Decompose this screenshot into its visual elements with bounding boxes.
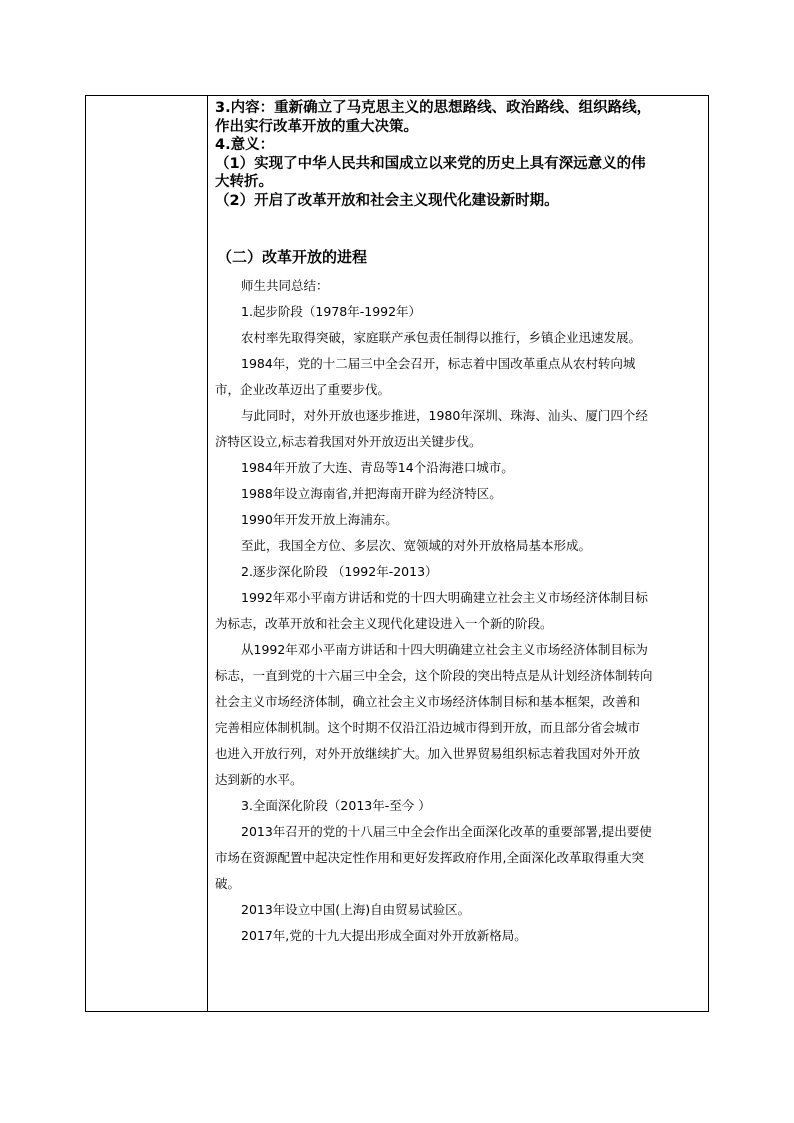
spacer — [215, 210, 702, 247]
text-line: 为标志，改革开放和社会主义现代化建设进入一个新的阶段。 — [215, 616, 553, 631]
text-line: 1.起步阶段（1978年-1992年） — [241, 304, 422, 319]
text-line: 标志，一直到党的十六届三中全会，这个阶段的突出特点是从计划经济体制转向 — [215, 668, 653, 683]
text-line: 农村率先取得突破，家庭联产承包责任制得以推行，乡镇企业迅速发展。 — [241, 330, 642, 345]
text-line: 1992年邓小平南方讲话和党的十四大明确建立社会主义市场经济体制目标 — [241, 590, 648, 605]
text-line: 1984年开放了大连、青岛等14个沿海港口城市。 — [241, 460, 514, 475]
content-line-2: 作出实行改革开放的重大决策。 — [215, 118, 418, 135]
text-line: 2013年召开的党的十八届三中全会作出全面深化改革的重要部署,提出要使 — [241, 824, 652, 839]
text-line: 1984年，党的十二届三中全会召开，标志着中国改革重点从农村转向城 — [241, 356, 636, 371]
text-line: 从1992年邓小平南方讲话和十四大明确建立社会主义市场经济体制目标为 — [241, 642, 648, 657]
content-line-1: 3.内容：重新确立了马克思主义的思想路线、政治路线、组织路线， — [215, 100, 652, 116]
text-line: 1990年开发开放上海浦东。 — [241, 512, 398, 527]
text-line: 2017年,党的十九大提出形成全面对外开放新格局。 — [241, 928, 527, 943]
text-line: 破。 — [215, 876, 241, 891]
text-line: 师生共同总结： — [241, 278, 329, 293]
text-line: 3.全面深化阶段（2013年-至今 ） — [241, 798, 431, 813]
text-line: 与此同时，对外开放也逐步推进，1980年深圳、珠海、汕头、厦门四个经 — [241, 408, 648, 423]
table-right-column — [208, 96, 708, 1011]
text-line: 至此，我国全方位、多层次、宽领域的对外开放格局基本形成。 — [241, 538, 592, 553]
text-line: 1988年设立海南省,并把海南开辟为经济特区。 — [241, 486, 502, 501]
content-line-4: （1）实现了中华人民共和国成立以来党的历史上具有深远意义的伟 — [215, 155, 646, 172]
text-line: 2013年设立中国(上海)自由贸易试验区。 — [241, 902, 471, 917]
content-line-6: （2）开启了改革开放和社会主义现代化建设新时期。 — [215, 192, 559, 209]
content-line-5: 大转折。 — [215, 174, 273, 190]
text-line: 2.逐步深化阶段 （1992年-2013） — [241, 564, 438, 579]
text-line: 也进入开放行列，对外开放继续扩大。加入世界贸易组织标志着我国对外开放 — [215, 746, 641, 761]
content-table — [85, 95, 709, 1012]
text-line: 市，企业改革迈出了重要步伐。 — [215, 382, 391, 397]
text-line: 市场在资源配置中起决定性作用和更好发挥政府作用,全面深化改革取得重大突 — [215, 850, 644, 865]
text-line: 达到新的水平。 — [215, 772, 303, 787]
section-heading: （二）改革开放的进程 — [217, 248, 368, 266]
text-line: 完善相应体制机制。这个时期不仅沿江沿边城市得到开放，而且部分省会城市 — [215, 720, 641, 735]
content-line-3: 4.意义： — [215, 137, 275, 153]
text-line: 济特区设立,标志着我国对外开放迈出关键步伐。 — [215, 434, 482, 449]
paragraph-list — [215, 273, 702, 949]
table-left-column — [86, 96, 208, 1011]
text-line: 社会主义市场经济体制，确立社会主义市场经济体制目标和基本框架，改善和 — [215, 694, 641, 709]
